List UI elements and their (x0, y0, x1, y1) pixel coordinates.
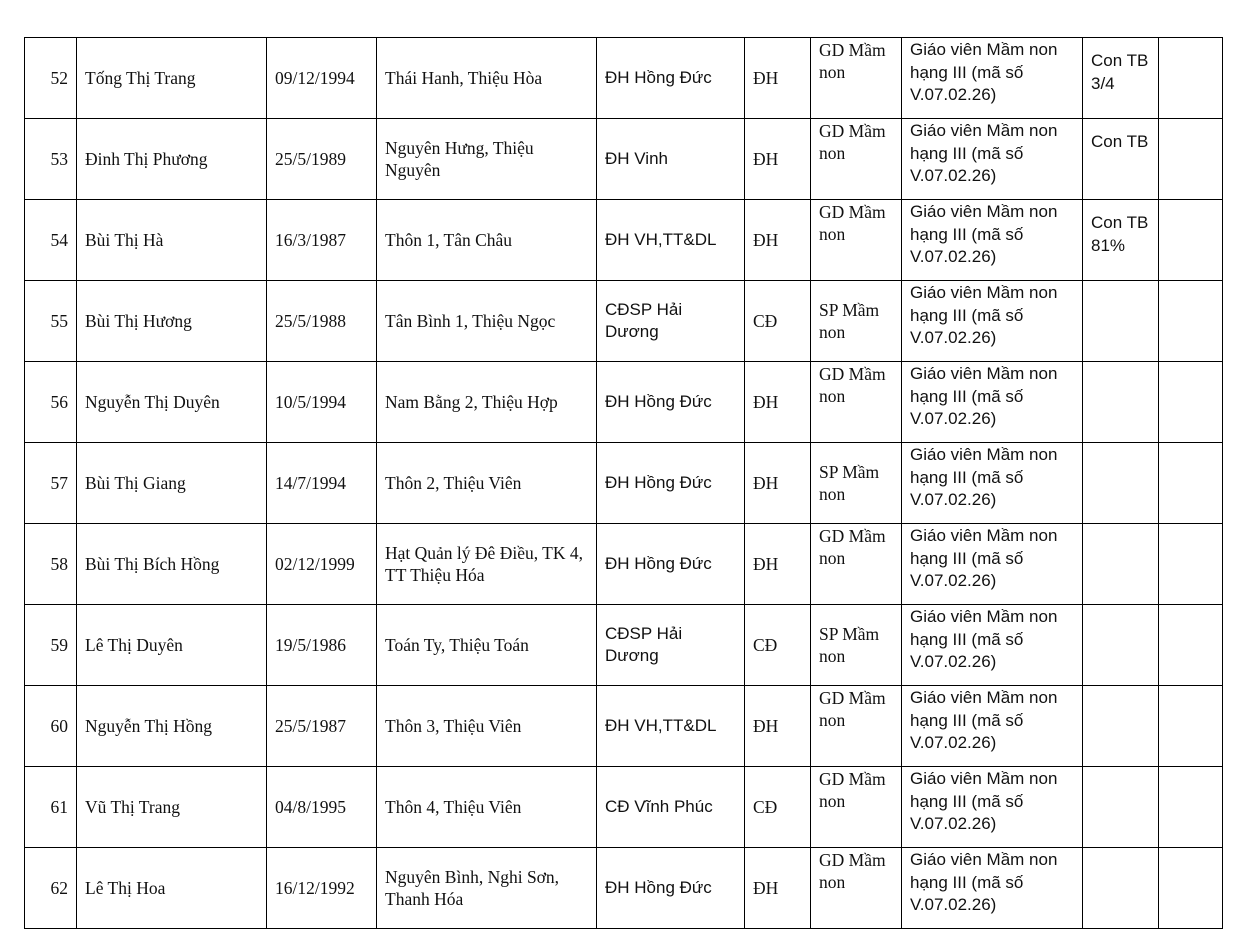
school-cell: ĐH Vinh (597, 119, 745, 200)
row-number-cell: 62 (25, 848, 77, 929)
full-name-cell: Lê Thị Hoa (77, 848, 267, 929)
school-cell: CĐSP Hải Dương (597, 281, 745, 362)
degree-level-cell: ĐH (745, 848, 811, 929)
major-cell: GD Mầm non (811, 200, 902, 281)
degree-level-cell: CĐ (745, 767, 811, 848)
position-cell: Giáo viên Mầm non hạng III (mã số V.07.02.26) (902, 281, 1083, 362)
position-cell: Giáo viên Mầm non hạng III (mã số V.07.02.26) (902, 362, 1083, 443)
full-name-cell: Nguyễn Thị Duyên (77, 362, 267, 443)
full-name-cell: Bùi Thị Bích Hồng (77, 524, 267, 605)
table-row (25, 200, 1223, 281)
birth-date-cell: 02/12/1999 (267, 524, 377, 605)
school-cell: ĐH VH,TT&DL (597, 686, 745, 767)
table-row (25, 119, 1223, 200)
note-cell (1083, 848, 1159, 929)
birth-date-cell: 25/5/1989 (267, 119, 377, 200)
school-cell: ĐH Hồng Đức (597, 362, 745, 443)
school-cell: ĐH Hồng Đức (597, 848, 745, 929)
extra-cell (1159, 119, 1223, 200)
school-cell: ĐH VH,TT&DL (597, 200, 745, 281)
degree-level-cell: ĐH (745, 686, 811, 767)
position-cell: Giáo viên Mầm non hạng III (mã số V.07.02.26) (902, 443, 1083, 524)
table-row (25, 443, 1223, 524)
address-cell: Thôn 4, Thiệu Viên (377, 767, 597, 848)
note-cell (1083, 686, 1159, 767)
school-cell: CĐ Vĩnh Phúc (597, 767, 745, 848)
row-number-cell: 52 (25, 38, 77, 119)
degree-level-cell: ĐH (745, 362, 811, 443)
document-page (24, 37, 1222, 929)
row-number-cell: 58 (25, 524, 77, 605)
row-number-cell: 60 (25, 686, 77, 767)
table-body (25, 38, 1223, 929)
address-cell: Tân Bình 1, Thiệu Ngọc (377, 281, 597, 362)
major-cell: GD Mầm non (811, 362, 902, 443)
extra-cell (1159, 524, 1223, 605)
full-name-cell: Lê Thị Duyên (77, 605, 267, 686)
address-cell: Hạt Quản lý Đê Điều, TK 4, TT Thiệu Hóa (377, 524, 597, 605)
address-cell: Nguyên Hưng, Thiệu Nguyên (377, 119, 597, 200)
row-number-cell: 59 (25, 605, 77, 686)
position-cell: Giáo viên Mầm non hạng III (mã số V.07.02.26) (902, 119, 1083, 200)
birth-date-cell: 04/8/1995 (267, 767, 377, 848)
birth-date-cell: 16/3/1987 (267, 200, 377, 281)
note-cell (1083, 362, 1159, 443)
school-cell: ĐH Hồng Đức (597, 38, 745, 119)
table-row (25, 281, 1223, 362)
school-cell: CĐSP Hải Dương (597, 605, 745, 686)
note-cell (1083, 524, 1159, 605)
degree-level-cell: ĐH (745, 200, 811, 281)
full-name-cell: Bùi Thị Hà (77, 200, 267, 281)
row-number-cell: 53 (25, 119, 77, 200)
table-row (25, 605, 1223, 686)
position-cell: Giáo viên Mầm non hạng III (mã số V.07.02.26) (902, 524, 1083, 605)
degree-level-cell: ĐH (745, 38, 811, 119)
row-number-cell: 61 (25, 767, 77, 848)
row-number-cell: 54 (25, 200, 77, 281)
position-cell: Giáo viên Mầm non hạng III (mã số V.07.02.26) (902, 38, 1083, 119)
note-cell: Con TB 3/4 (1083, 38, 1159, 119)
full-name-cell: Vũ Thị Trang (77, 767, 267, 848)
degree-level-cell: ĐH (745, 443, 811, 524)
major-cell: GD Mầm non (811, 119, 902, 200)
birth-date-cell: 10/5/1994 (267, 362, 377, 443)
extra-cell (1159, 767, 1223, 848)
address-cell: Thôn 3, Thiệu Viên (377, 686, 597, 767)
extra-cell (1159, 848, 1223, 929)
table-row (25, 686, 1223, 767)
birth-date-cell: 25/5/1987 (267, 686, 377, 767)
note-cell: Con TB 81% (1083, 200, 1159, 281)
full-name-cell: Nguyễn Thị Hồng (77, 686, 267, 767)
full-name-cell: Tống Thị Trang (77, 38, 267, 119)
extra-cell (1159, 200, 1223, 281)
address-cell: Nguyên Bình, Nghi Sơn, Thanh Hóa (377, 848, 597, 929)
extra-cell (1159, 443, 1223, 524)
major-cell: GD Mầm non (811, 767, 902, 848)
row-number-cell: 56 (25, 362, 77, 443)
position-cell: Giáo viên Mầm non hạng III (mã số V.07.02.26) (902, 200, 1083, 281)
birth-date-cell: 19/5/1986 (267, 605, 377, 686)
school-cell: ĐH Hồng Đức (597, 443, 745, 524)
note-cell (1083, 605, 1159, 686)
major-cell: GD Mầm non (811, 848, 902, 929)
full-name-cell: Đinh Thị Phương (77, 119, 267, 200)
full-name-cell: Bùi Thị Hương (77, 281, 267, 362)
note-cell (1083, 767, 1159, 848)
table-row (25, 362, 1223, 443)
degree-level-cell: ĐH (745, 119, 811, 200)
major-cell: SP Mầm non (811, 605, 902, 686)
table-row (25, 767, 1223, 848)
major-cell: GD Mầm non (811, 524, 902, 605)
major-cell: SP Mầm non (811, 281, 902, 362)
extra-cell (1159, 362, 1223, 443)
birth-date-cell: 09/12/1994 (267, 38, 377, 119)
address-cell: Thôn 2, Thiệu Viên (377, 443, 597, 524)
degree-level-cell: CĐ (745, 281, 811, 362)
extra-cell (1159, 38, 1223, 119)
address-cell: Thôn 1, Tân Châu (377, 200, 597, 281)
degree-level-cell: ĐH (745, 524, 811, 605)
position-cell: Giáo viên Mầm non hạng III (mã số V.07.02.26) (902, 605, 1083, 686)
major-cell: GD Mầm non (811, 686, 902, 767)
row-number-cell: 57 (25, 443, 77, 524)
candidate-table (24, 37, 1223, 929)
address-cell: Thái Hanh, Thiệu Hòa (377, 38, 597, 119)
position-cell: Giáo viên Mầm non hạng III (mã số V.07.02.26) (902, 848, 1083, 929)
birth-date-cell: 16/12/1992 (267, 848, 377, 929)
row-number-cell: 55 (25, 281, 77, 362)
note-cell: Con TB (1083, 119, 1159, 200)
major-cell: GD Mầm non (811, 38, 902, 119)
table-row (25, 524, 1223, 605)
school-cell: ĐH Hồng Đức (597, 524, 745, 605)
extra-cell (1159, 281, 1223, 362)
degree-level-cell: CĐ (745, 605, 811, 686)
note-cell (1083, 281, 1159, 362)
address-cell: Nam Bằng 2, Thiệu Hợp (377, 362, 597, 443)
extra-cell (1159, 605, 1223, 686)
birth-date-cell: 25/5/1988 (267, 281, 377, 362)
table-row (25, 38, 1223, 119)
extra-cell (1159, 686, 1223, 767)
position-cell: Giáo viên Mầm non hạng III (mã số V.07.02.26) (902, 686, 1083, 767)
full-name-cell: Bùi Thị Giang (77, 443, 267, 524)
note-cell (1083, 443, 1159, 524)
birth-date-cell: 14/7/1994 (267, 443, 377, 524)
position-cell: Giáo viên Mầm non hạng III (mã số V.07.02.26) (902, 767, 1083, 848)
major-cell: SP Mầm non (811, 443, 902, 524)
table-row (25, 848, 1223, 929)
address-cell: Toán Ty, Thiệu Toán (377, 605, 597, 686)
